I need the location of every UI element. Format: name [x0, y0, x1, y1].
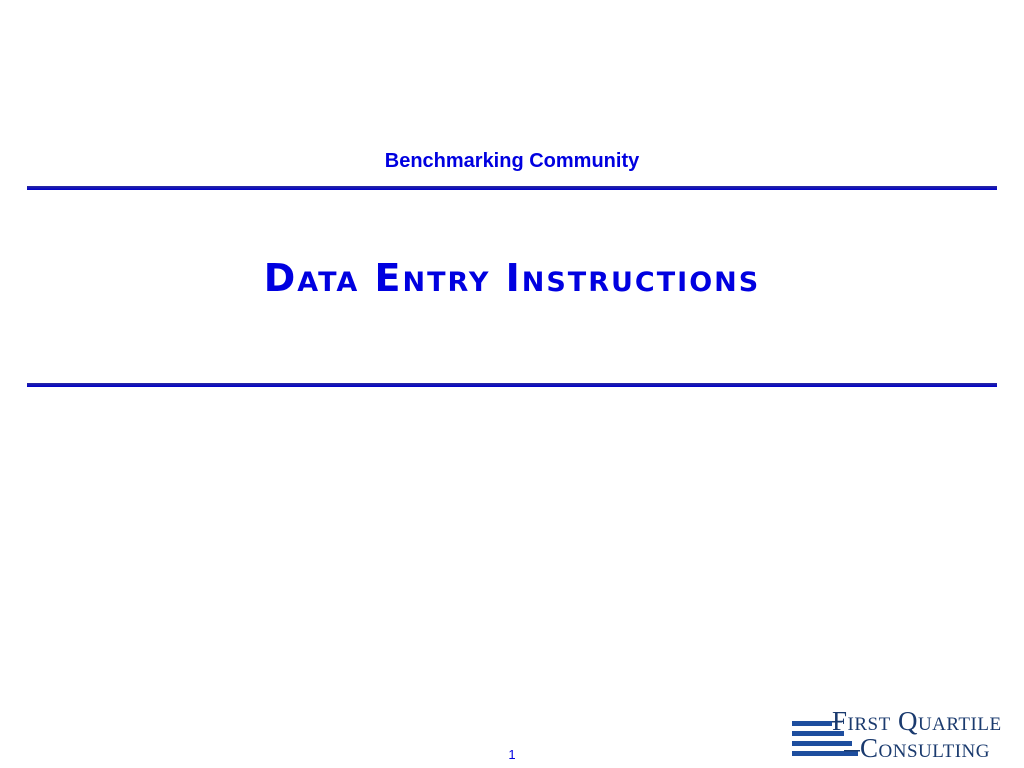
top-divider [27, 186, 997, 190]
logo-text-line2: Consulting [860, 733, 990, 763]
slide-subtitle: Benchmarking Community [384, 150, 640, 172]
bottom-divider [27, 383, 997, 387]
logo-text-line1: First Quartile [832, 706, 1002, 736]
page-number: 1 [508, 747, 516, 762]
slide-title: Data Entry Instructions [263, 256, 761, 300]
company-logo [788, 705, 1024, 765]
